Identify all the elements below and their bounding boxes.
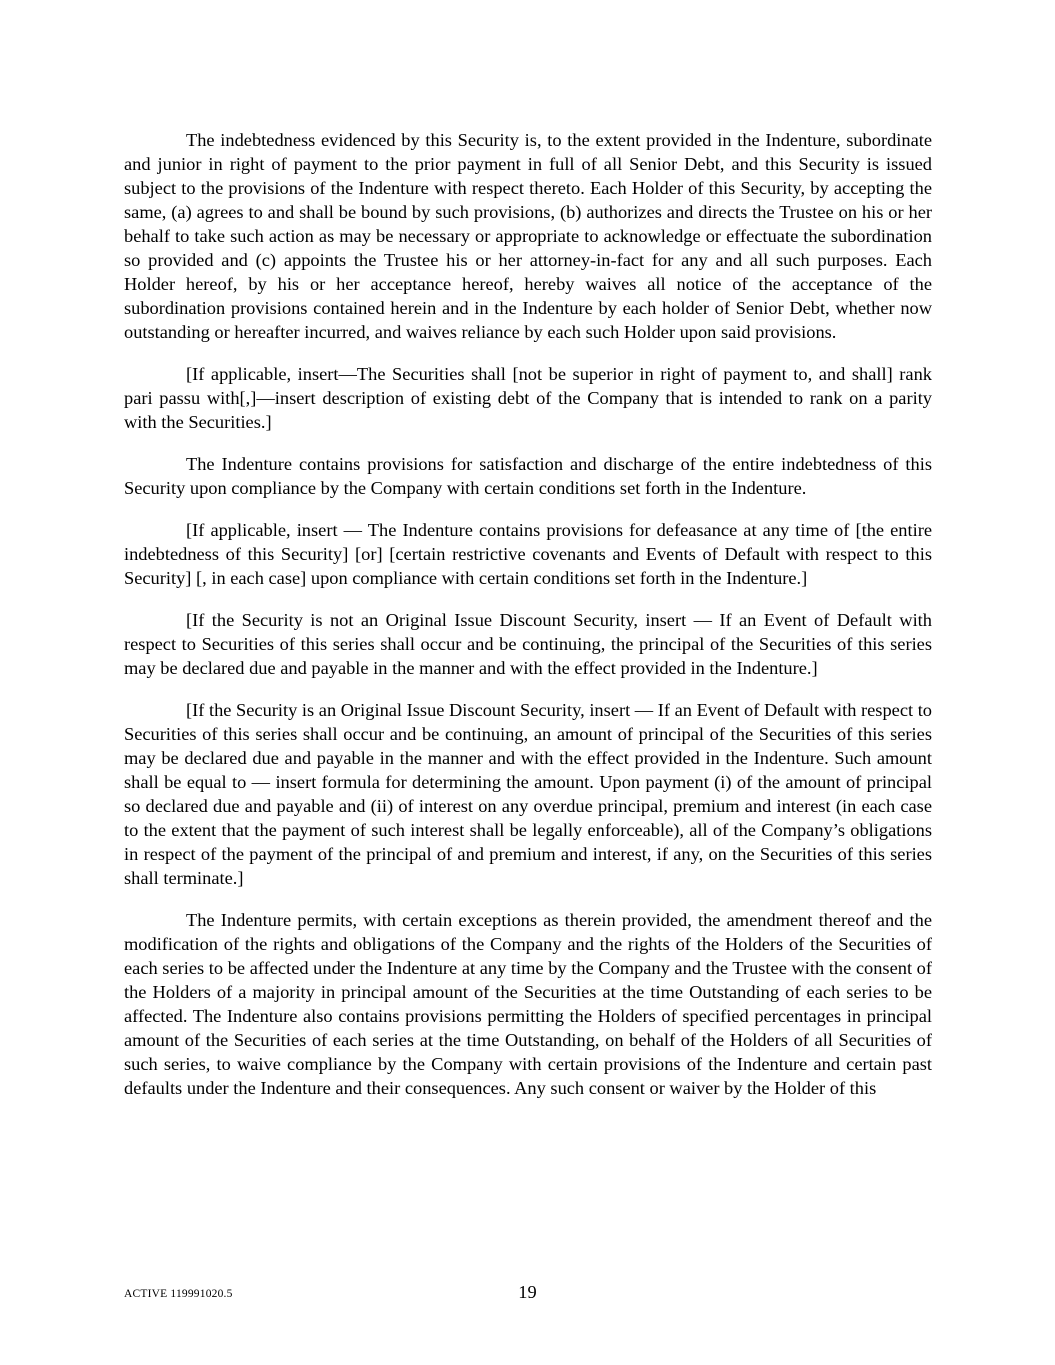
paragraph-event-of-default: [If the Security is not an Original Issue Discount Security, insert — If an Event of Default with respect to Securities of this series shall occur and be continuing, the principal of the Securities of this series may be declared due and payable in the manner and with the effect provided in the Indenture.] [124,610,932,678]
page-number: 19 [518,1282,537,1302]
paragraph-satisfaction-discharge: The Indenture contains provisions for satisfaction and discharge of the entire indebtedness of this Security upon compliance by the Company with certain conditions set forth in the Indenture. [124,454,932,498]
paragraph-amendment-waiver: The Indenture permits, with certain exceptions as therein provided, the amendment thereof and the modification of the rights and obligations of the Company and the rights of the Holders of the Securities of each series to be affected under the Indenture at any time by the Company and the Trustee with the consent of the Holders of a majority in principal amount of the Securities at the time Outstanding of each series to be affected. The Indenture also contains provisions permitting the Holders of specified percentages in principal amount of the Securities of each series at the time Outstanding, on behalf of the Holders of all Securities of such series, to waive compliance by the Company with certain provisions of the Indenture and certain past defaults under the Indenture and their consequences. Any such consent or waiver by the Holder of this [124,910,932,1098]
footer-document-id: ACTIVE 119991020.5 [124,1288,233,1300]
paragraph-original-issue-discount: [If the Security is an Original Issue Discount Security, insert — If an Event of Default with respect to Securities of this series shall occur and be continuing, an amount of principal of the Securities of this series may be declared due and payable in the manner and with the effect provided in the Indenture. Such amount shall be equal to — insert formula for determining the amount. Upon payment (i) of the amount of principal so declared due and payable and (ii) of interest on any overdue principal, premium and interest (in each case to the extent that the payment of such interest shall be legally enforceable), all of the Company’s obligations in respect of the payment of the principal of and premium and interest, if any, on the Securities of this series shall terminate.] [124,700,932,888]
paragraph-defeasance: [If applicable, insert — The Indenture contains provisions for defeasance at any time of [the entire indebtedness of this Security] [or] [certain restrictive covenants and Events of Default with respect to this Security] [, in each case] upon compliance with certain conditions set forth in the Indenture.] [124,520,932,588]
document-body [124,128,932,1118]
paragraph-pari-passu: [If applicable, insert—The Securities shall [not be superior in right of payment to, and shall] rank pari passu with[,]—insert description of existing debt of the Company that is intended to rank on a parity with the Securities.] [124,364,932,432]
paragraph-subordination: The indebtedness evidenced by this Security is, to the extent provided in the Indenture, subordinate and junior in right of payment to the prior payment in full of all Senior Debt, and this Security is issued subject to the provisions of the Indenture with respect thereto. Each Holder of this Security, by accepting the same, (a) agrees to and shall be bound by such provisions, (b) authorizes and directs the Trustee on his or her behalf to take such action as may be necessary or appropriate to acknowledge or effectuate the subordination so provided and (c) appoints the Trustee his or her attorney-in-fact for any and all such purposes. Each Holder hereof, by his or her acceptance hereof, hereby waives all notice of the acceptance of the subordination provisions contained herein and in the Indenture by each holder of Senior Debt, whether now outstanding or hereafter incurred, and waives reliance by each such Holder upon said provisions. [124,130,932,342]
